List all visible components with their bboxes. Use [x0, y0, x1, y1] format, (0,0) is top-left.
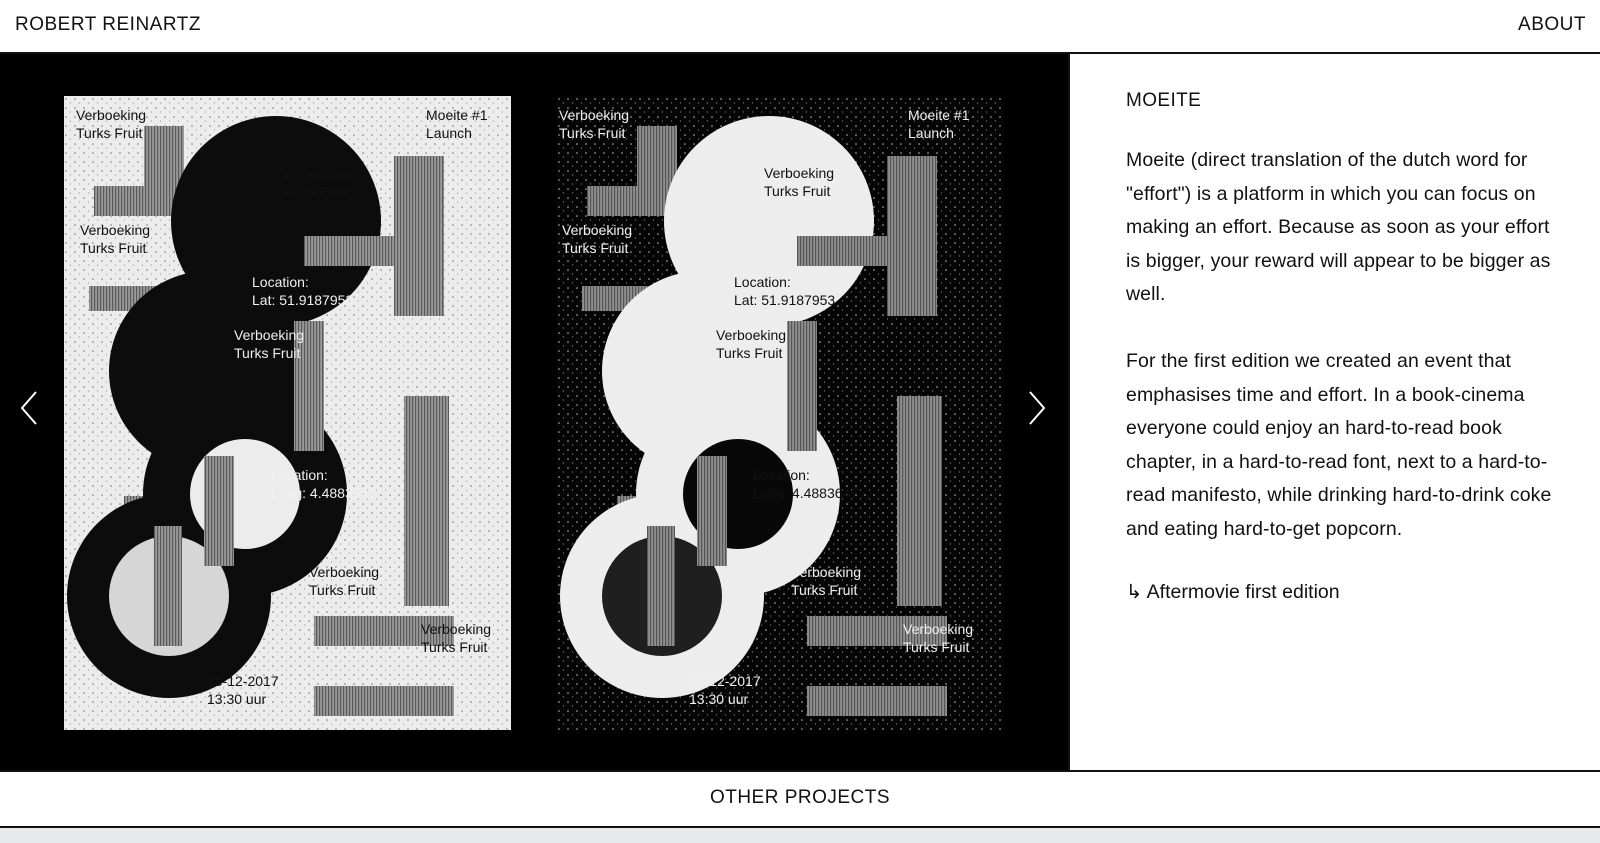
poster-light	[64, 96, 511, 730]
chevron-right-icon	[1022, 388, 1050, 428]
poster-dark	[557, 96, 1004, 730]
poster-text-low-mid: Verboeking Turks Fruit	[791, 564, 862, 598]
project-info-panel	[1068, 54, 1600, 770]
project-description-2: For the first edition we created an event that emphasises time and effort. In a book-cinema everyone could enjoy an hard-to-read book chapter, in a hard-to-read font, next to a hard-to-read manifesto, while drinking hard-to-drink coke and eating hard-to-get popcorn.	[1126, 349, 1552, 540]
poster-text-long: Location: Long: 4.4883647	[271, 467, 377, 501]
other-projects-link[interactable]: OTHER PROJECTS	[709, 787, 891, 808]
image-gallery	[0, 54, 1068, 770]
poster-text-lat: Location: Lat: 51.9187953	[252, 274, 354, 308]
chevron-left-icon	[16, 388, 44, 428]
aftermovie-link[interactable]: ↳ Aftermovie first edition	[1126, 580, 1340, 603]
poster-text-mid: Verboeking Turks Fruit	[234, 327, 305, 361]
poster-text-date: 15-12-2017 13:30 uur	[207, 673, 279, 707]
poster-text-top-left: Verboeking Turks Fruit	[76, 107, 147, 141]
project-title: MOEITE	[1126, 90, 1202, 111]
poster-text-mid-top: Verboeking Turks Fruit	[764, 165, 835, 199]
gallery-next-button[interactable]	[1022, 388, 1050, 428]
poster-text-top-right: Moeite #1 Launch	[426, 107, 488, 141]
site-header	[0, 0, 1600, 54]
poster-text-date: 15-12-2017 13:30 uur	[689, 673, 761, 707]
poster-text-mid-top: Verboeking Turks Fruit	[282, 165, 353, 199]
poster-text-low-right: Verboeking Turks Fruit	[421, 621, 492, 655]
poster-text-low-right: Verboeking Turks Fruit	[903, 621, 974, 655]
brand-link[interactable]: ROBERT REINARTZ	[15, 14, 201, 35]
poster-text-mid: Verboeking Turks Fruit	[716, 327, 787, 361]
about-link[interactable]: ABOUT	[1518, 14, 1586, 35]
project-description-1: Moeite (direct translation of the dutch word for "effort") is a platform in which you can focus on making an effort. Because as soon as your effort is bigger, your reward will appear to be bigger as well.	[1126, 149, 1551, 306]
poster-text-left: Verboeking Turks Fruit	[562, 222, 633, 256]
poster-text-left: Verboeking Turks Fruit	[80, 222, 151, 256]
bottom-strip	[0, 828, 1600, 843]
poster-text-top-right: Moeite #1 Launch	[908, 107, 970, 141]
poster-text-lat: Location: Lat: 51.9187953	[734, 274, 836, 308]
poster-text-low-mid: Verboeking Turks Fruit	[309, 564, 380, 598]
site-footer	[0, 770, 1600, 828]
gallery-prev-button[interactable]	[16, 388, 44, 428]
poster-text-long: Location: Long: 4.4883647	[753, 467, 859, 501]
poster-text-top-left: Verboeking Turks Fruit	[559, 107, 630, 141]
